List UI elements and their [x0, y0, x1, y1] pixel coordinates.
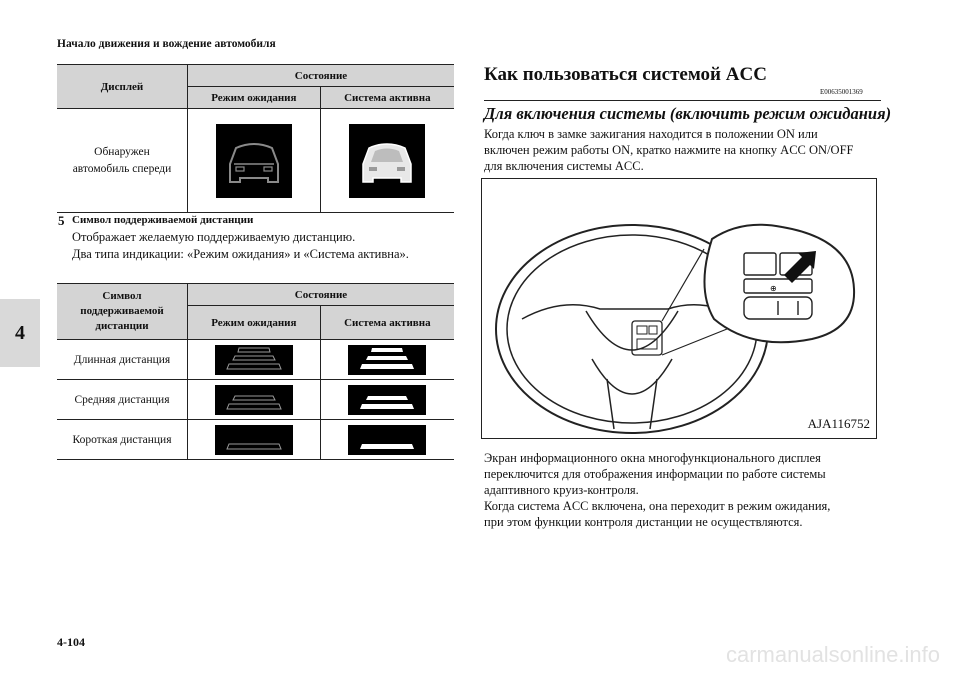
para2-line3: адаптивного круиз-контроля.: [484, 483, 639, 497]
col-symbol-line2: поддерживаемой: [80, 305, 164, 317]
para1-line1: Когда ключ в замке зажигания находится в положении ON или: [484, 127, 818, 141]
distance-symbol-table: [57, 283, 454, 460]
car-ahead-active-icon: [349, 124, 425, 198]
row-label-line1: Обнаружен: [94, 145, 150, 158]
distance-short-standby-icon: [215, 425, 293, 455]
long-standby-cell: [188, 340, 321, 380]
steering-wheel-figure: [481, 178, 877, 439]
watermark: carmanualsonline.info: [725, 642, 940, 667]
row-label-line2: автомобиль спереди: [72, 162, 172, 175]
steering-wheel-illustration: [482, 179, 876, 438]
paragraph-1: [484, 126, 884, 174]
col-symbol-line3: дистанции: [95, 320, 149, 332]
subsection-title: Для включения системы (включить режим ожидания): [484, 104, 892, 123]
standby-indicator-cell: [188, 109, 321, 213]
item-number: 5: [58, 213, 65, 228]
sub-active-header: Система активна: [320, 87, 454, 109]
para1-line2: включен режим работы ON, кратко нажмите на кнопку ACC ON/OFF: [484, 143, 854, 157]
col-symbol-line1: Символ: [102, 290, 142, 302]
item-title: Символ поддерживаемой дистанции: [72, 214, 254, 226]
para2-line1: Экран информационного окна многофункционального дисплея: [484, 451, 821, 465]
section-rule: [484, 100, 881, 101]
distance-long-standby-icon: [215, 345, 293, 375]
para2-line2: переключится для отображения информации по работе системы: [484, 467, 826, 481]
active-indicator-cell: [320, 109, 454, 213]
sub-active-header: Система активна: [320, 306, 454, 340]
short-standby-cell: [188, 420, 321, 460]
row-label-medium: Средняя дистанция: [57, 380, 188, 420]
row-label-short: Короткая дистанция: [57, 420, 188, 460]
medium-standby-cell: [188, 380, 321, 420]
sub-standby-header: Режим ожидания: [188, 306, 321, 340]
row-label-long: Длинная дистанция: [57, 340, 188, 380]
distance-long-active-icon: [348, 345, 426, 375]
col-symbol-header: [57, 284, 188, 340]
col-state-header: Состояние: [188, 65, 455, 87]
svg-text:⊕: ⊕: [770, 284, 777, 293]
vehicle-detected-table: [57, 64, 454, 213]
para2-line4: Когда система ACC включена, она переходит в режим ожидания,: [484, 499, 831, 513]
item-5: [58, 212, 409, 263]
chapter-tab: 4: [0, 299, 40, 367]
section-title: Как пользоваться системой ACC: [484, 64, 767, 85]
section-code: E00635001369: [820, 88, 863, 96]
car-ahead-standby-icon: [216, 124, 292, 198]
page-number: 4-104: [57, 635, 85, 649]
figure-id: AJA116752: [807, 416, 870, 431]
row-label: [57, 109, 188, 213]
running-header: Начало движения и вождение автомобиля: [57, 38, 276, 50]
col-state-header: Состояние: [188, 284, 455, 306]
distance-short-active-icon: [348, 425, 426, 455]
item-line1: Отображает желаемую поддерживаемую дистанцию.: [72, 230, 356, 244]
para2-line5: при этом функции контроля дистанции не осуществляются.: [484, 515, 803, 529]
medium-active-cell: [320, 380, 454, 420]
sub-standby-header: Режим ожидания: [188, 87, 321, 109]
long-active-cell: [320, 340, 454, 380]
para1-line3: для включения системы ACC.: [484, 159, 644, 173]
paragraph-2: [484, 450, 884, 530]
distance-medium-standby-icon: [215, 385, 293, 415]
short-active-cell: [320, 420, 454, 460]
col-display-header: Дисплей: [57, 65, 188, 109]
distance-medium-active-icon: [348, 385, 426, 415]
item-line2: Два типа индикации: «Режим ожидания» и «Система активна».: [72, 247, 409, 261]
